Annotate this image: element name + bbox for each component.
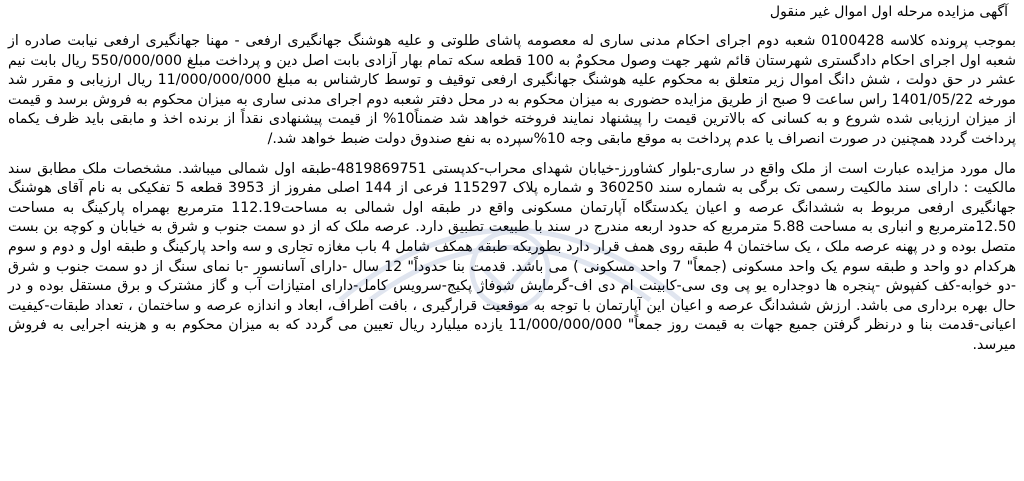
notice-paragraph-property-description: مال مورد مزایده عبارت است از ملک واقع در ساری-بلوار کشاورز-خیابان شهدای محراب-کدپستی 4819869751-طبقه اول شمالی میباشد. مشخصات ملک مطابق سند مالکیت : دارای سند مالکیت رسمی تک برگی به شماره سند 360250 و شماره پلاک 115297 فرعی از 144 اصلی مفروز از 3953 قطعه 5 تفکیکی به نام آقای هوشنگ جهانگیری ارفعی مربوط به ششدانگ عرصه و اعیان یکدستگاه آپارتمان مسکونی واقع در طبقه اول شمالی به مساحت112.19 مترمربع بهمراه پارکینگ به مساحت 12.50مترمربع و انباری به مساحت 5.88 مترمربع که حدود اربعه مندرج در سند با طبیعت تطبیق دارد. عرصه ملک که از دو سمت جنوب و شرق به خیابان و کوچه بن بست متصل بوده و در پهنه عرصه ملک ، یک ساختمان 4 طبقه روی همف قرار دارد بطوریکه طبقه همکف شامل 4 باب مغازه تجاری و سه واحد پارکینگ و طبقه اول و دوم و سوم هرکدام دو واحد و طبقه سوم یک واحد مسکونی (جمعاً" 7 واحد مسکونی ) می باشد. قدمت بنا حدوداً" 12 سال -دارای آسانسور -با نمای سنگ از دو سمت جنوب و شرق -دو خوابه-کف کفپوش -پنجره ها دوجداره یو پی وی سی-کابینت ام دی اف-گرمایش شوفاژ پکیج-سرویس کامل-دارای امتیازات آب و گاز مشترک و برق مستقل بوده و در حال بهره برداری می باشد. ارزش ششدانگ عرصه و اعیان این آپارتمان با توجه به موقعیت قرارگیری ، بافت اطراف، ابعاد و اندازه عرصه و ساختمان ، تعداد طبقات-کیفیت اعیانی-قدمت بنا و درنظر گرفتن جمیع جهات به قیمت روز جمعاً" 11/000/000/000 یازده میلیارد ریال تعیین می گردد که به میزان محکوم به و هزینه اجرایی به فروش میرسد. bbox=[8, 160, 1017, 353]
notice-paragraph-case-details: بموجب پرونده کلاسه 0100428 شعبه دوم اجرای احکام مدنی ساری له معصومه پاشای طلوتی و علیه هوشنگ جهانگیری ارفعی - مهنا جهانگیری ارفعی نیابت صادره از شعبه اول اجرای احکام دادگستری شهرستان قائم شهر جهت وصول محکومٌ به 100 قطعه سکه تمام بهار آزادی بابت اصل دین و پرداخت مبلغ 550/000/000 ریال بابت نیم عشر در حق دولت ، شش دانگ اموال زیر متعلق به محکوم علیه هوشنگ جهانگیری ارفعی توقیف و توسط کارشناس به مبلغ 11/000/000/000 ریال ارزیابی و مقرر شد مورخه 1401/05/22 راس ساعت 9 صبح از طریق مزایده حضوری به میزان محکوم به در محل دفتر شعبه دوم اجرای مدنی ساری به میزان محکوم به فروش برسد و قیمت از میزان ارزیابی شده شروع و به کسانی که بالاترین قیمت را پیشنهاد نمایند فروخته خواهد شد ضمناً10% از قیمت پیشنهادی نقداً از برنده اخذ و مابقی باید ظرف یکماه پرداخت گردد همچنین در صورت انصراف یا عدم پرداخت به موقع مابقی وجه 10%سپرده به نفع صندوق دولت ضبط خواهد شد./ bbox=[8, 33, 1017, 147]
notice-title: آگهی مزایده مرحله اول اموال غیر منقول bbox=[769, 4, 1008, 20]
